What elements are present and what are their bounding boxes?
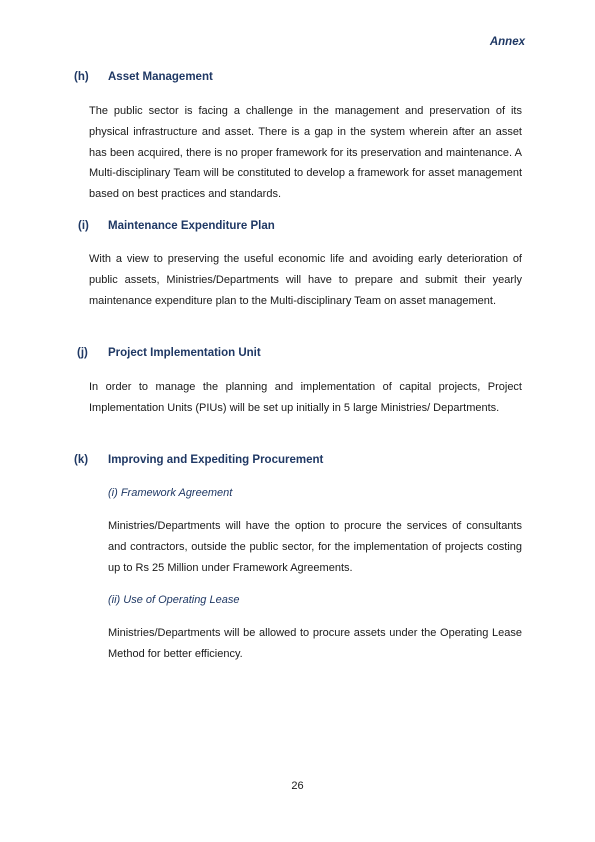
subsection-title-operating-lease: (ii) Use of Operating Lease	[108, 594, 240, 606]
section-heading-k	[0, 454, 595, 470]
section-body-i: With a view to preserving the useful economic life and avoiding early deterioration of public assets, Ministries/Departments will have to prepare and submit their yearly maintenance expenditure plan to the Multi-disciplinary Team on asset management.	[89, 253, 522, 307]
subsection-body-framework-agreement: Ministries/Departments will have the option to procure the services of consultants and contractors, outside the public sector, for the implementation of projects costing up to Rs 25 Million under Framework Agreements.	[108, 520, 522, 574]
section-heading-h	[0, 71, 595, 87]
subsection-title-framework-agreement: (i) Framework Agreement	[108, 487, 233, 499]
section-letter: (k)	[74, 454, 89, 466]
subsection-body-operating-lease: Ministries/Departments will be allowed to procure assets under the Operating Lease Method for better efficiency.	[108, 627, 522, 660]
section-title: Improving and Expediting Procurement	[108, 454, 324, 466]
section-heading-i	[0, 220, 595, 236]
section-title: Maintenance Expenditure Plan	[108, 220, 275, 232]
page-number: 26	[291, 780, 304, 792]
section-letter: (h)	[74, 71, 89, 83]
section-body-j: In order to manage the planning and implementation of capital projects, Project Implementation Units (PIUs) will be set up initially in 5 large Ministries/ Departments.	[89, 381, 522, 414]
section-title: Project Implementation Unit	[108, 347, 261, 359]
section-body-h: The public sector is facing a challenge in the management and preservation of its physical infrastructure and asset. There is a gap in the system wherein after an asset has been acquired, there is no proper framework for its preservation and maintenance. A Multi-disciplinary Team will be constituted to develop a framework for asset management based on best practices and standards.	[89, 105, 522, 201]
section-title: Asset Management	[108, 71, 213, 83]
annex-label: Annex	[489, 36, 525, 48]
section-heading-j	[0, 347, 595, 363]
section-letter: (j)	[77, 347, 88, 359]
section-letter: (i)	[78, 220, 89, 232]
